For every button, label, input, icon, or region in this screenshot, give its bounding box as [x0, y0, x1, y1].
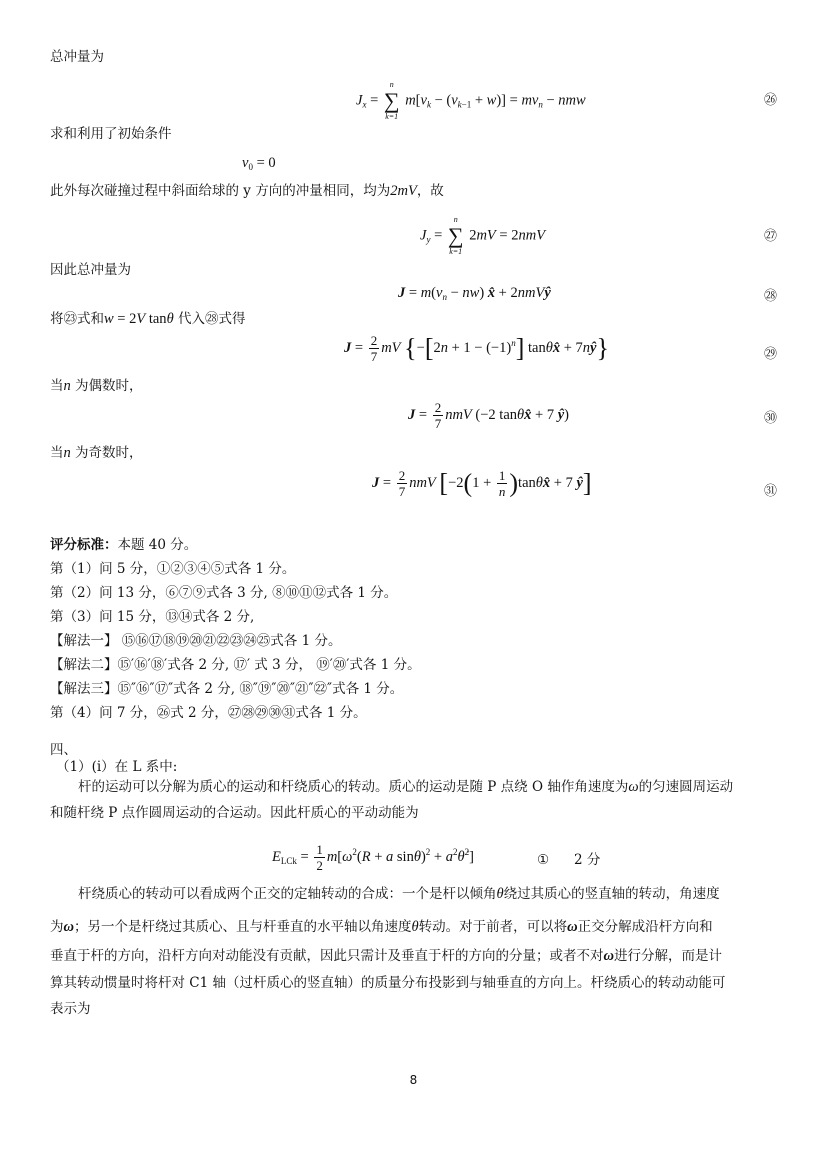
- paragraph-line: 表示为: [50, 1001, 91, 1017]
- text-span: 杆的运动可以分解为质心的运动和杆绕质心的转动。质心的运动是随 P 点绕 O 轴作角速度为: [78, 779, 629, 795]
- paragraph-line: 垂直于杆的方向，沿杆方向对动能没有贡献，因此只需计及垂直于杆的方向的分量；或者不对ω进行分解，而是计: [50, 948, 722, 964]
- paragraph-line: 和随杆绕 P 点作圆周运动的合运动。因此杆质心的平动动能为: [50, 805, 419, 821]
- text-span: 为: [50, 919, 64, 935]
- subsection-heading: （1）(i）在 L 系中:: [56, 759, 178, 775]
- text-span: 当: [50, 378, 64, 394]
- equation-number: ㉛: [763, 484, 777, 499]
- equation-number: ㉘: [763, 289, 777, 304]
- paragraph-line: 杆的运动可以分解为质心的运动和杆绕质心的转动。质心的运动是随 P 点绕 O 轴作角速度为ω的匀速圆周运动: [78, 779, 734, 795]
- equation-number: ㉖: [763, 93, 777, 108]
- equation-mark: ①: [537, 852, 550, 868]
- section-heading: 四、: [50, 742, 77, 758]
- equation-number: ㉗: [763, 229, 777, 244]
- score-line: 【解法三】⑮″⑯″⑰″式各 2 分, ⑱″⑲″⑳″㉑″㉒″式各 1 分。: [50, 681, 404, 697]
- text-span: 将㉓式和: [50, 311, 104, 327]
- text-span: 绕过其质心的竖直轴的转动，角速度: [503, 886, 720, 902]
- equation-1: $E_{LCk}$ = $\frac{1}{2}$ $m[\omega^2(R + a$ $\sin\theta)^2 + a^2\thetȧ^2$]: [272, 842, 474, 873]
- text-span: 杆绕质心的转动可以看成两个正交的定轴转动的合成：一个是杆以倾角: [78, 886, 497, 902]
- equation-number: ㉙: [763, 347, 777, 362]
- text-line: 当n 为偶数时，: [50, 378, 143, 394]
- text-line: 此外每次碰撞过程中斜面给球的 y 方向的冲量相同，均为2mV，故: [50, 183, 444, 199]
- paragraph-line: 为ω；另一个是杆绕过其质心、且与杆垂直的水平轴以角速度θ̇转动。对于前者，可以将ω正交分解成沿杆方向和: [50, 919, 713, 935]
- equation-29: J = $\frac{2}{7}$ mV {$-[2n + 1 - (-1)^n]$ tanθx̂ + 7nŷ}: [344, 333, 609, 364]
- score-line: 【解法一】 ⑮⑯⑰⑱⑲⑳㉑㉒㉓㉔㉕式各 1 分。: [50, 633, 342, 649]
- text-span: 垂直于杆的方向，沿杆方向对动能没有贡献，因此只需计及垂直于杆的方向的分量；或者不对: [50, 948, 604, 964]
- text-span: 当: [50, 445, 64, 461]
- equation-score: 2 分: [574, 852, 601, 868]
- page-number: 8: [409, 1073, 418, 1087]
- text-line: 总冲量为: [50, 49, 104, 65]
- text-span: 为奇数时，: [75, 445, 143, 461]
- score-heading: [50, 536, 197, 554]
- equation-initial: $v_0 = 0$: [242, 155, 276, 172]
- equation-number: ㉚: [763, 411, 777, 426]
- equation-31: J = $\frac{2}{7}$ nmV [−2(1 + $\frac{1}{n}$ )tanθx̂ + 7 ŷ]: [372, 468, 592, 499]
- text-span: ；另一个是杆绕过其质心、且与杆垂直的水平轴以角速度: [74, 919, 412, 935]
- text-span: 此外每次碰撞过程中斜面给球的 y 方向的冲量相同，均为: [50, 183, 391, 199]
- text-span: 的匀速圆周运动: [638, 779, 734, 795]
- equation-26: $J_x$ = n ∑ k=1 $m[v_k - (v_{k-1} + w)] = mv_n$ − nmw: [356, 80, 586, 121]
- score-line: 第（3）问 15 分，⑬⑭式各 2 分,: [50, 609, 255, 625]
- text-span: 进行分解，而是计: [614, 948, 722, 964]
- score-line: 第（1）问 5 分，①②③④⑤式各 1 分。: [50, 561, 296, 577]
- text-span: 转动。对于前者，可以将: [418, 919, 568, 935]
- text-span: 代入㉘式得: [177, 311, 246, 327]
- equation-27: $J_y$ = n ∑ k=1 2mV = 2nmV: [420, 215, 546, 256]
- paragraph-line: 杆绕质心的转动可以看成两个正交的定轴转动的合成：一个是杆以倾角θ绕过其质心的竖直轴的转动，角速度: [78, 886, 720, 902]
- equation-28: $J = m(v_n - nw)$ x̂ + 2nmVŷ: [398, 285, 551, 302]
- text-span: 为偶数时，: [75, 378, 143, 394]
- text-span: ，故: [416, 183, 444, 199]
- text-span: 正交分解成沿杆方向和: [577, 919, 713, 935]
- equation-30: J = $\frac{2}{7}$ nmV (−2 tanθx̂ + 7 ŷ): [408, 400, 569, 431]
- text-span: 评分标准：: [50, 537, 118, 553]
- text-line: 将㉓式和w = 2V tanθ 代入㉘式得: [50, 311, 246, 327]
- score-line: 【解法二】⑮′⑯′⑱′式各 2 分, ⑰′ 式 3 分， ⑲′⑳′式各 1 分。: [50, 657, 421, 673]
- text-line: 求和利用了初始条件: [50, 126, 172, 142]
- score-line: 第（2）问 13 分，⑥⑦⑨式各 3 分, ⑧⑩⑪⑫式各 1 分。: [50, 585, 398, 601]
- text-line: 当n 为奇数时，: [50, 445, 143, 461]
- text-span: 本题 40 分。: [117, 537, 198, 553]
- text-line: 因此总冲量为: [50, 262, 131, 278]
- paragraph-line: 算其转动惯量时将杆对 C1 轴（过杆质心的竖直轴）的质量分布投影到与轴垂直的方向上。杆绕质心的转动动能可: [50, 975, 726, 991]
- score-line: 第（4）问 7 分，㉖式 2 分，㉗㉘㉙㉚㉛式各 1 分。: [50, 705, 367, 721]
